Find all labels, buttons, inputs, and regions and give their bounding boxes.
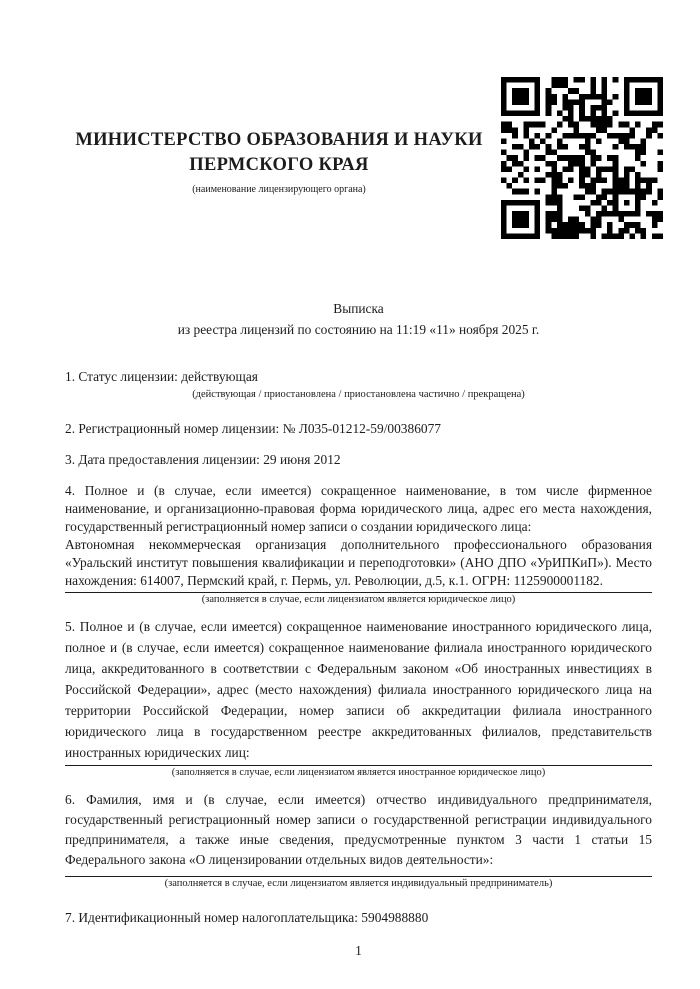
section-4-value: Автономная некоммерческая организация дополнительного профессионального образования «Уральский институт повышения квалификации и переподготовки» (АНО ДПО «УрИПКиП»). Место нахождения: 614007, Пермский край, г. Пермь, ул. Революции, д.5, к.1. ОГРН: 1125900001182.: [65, 536, 652, 588]
section-6-label: 6. Фамилия, имя и (в случае, если имеется) отчество индивидуального предпринимателя, государственный регистрационный номер записи о государственной регистрации индивидуального предпринимателя, а также иные сведения, предусмотренные пунктом 3 части 1 статьи 15 Федерального закона «О лицензировании отдельных видов деятельности»:: [65, 791, 652, 867]
section-6-caption: (заполняется в случае, если лицензиатом является индивидуальный предприниматель): [164, 877, 553, 889]
section-1-caption: (действующая / приостановлена / приостановлена частично / прекращена): [192, 388, 525, 400]
section-5-foreign-entity: [65, 616, 652, 779]
section-1-license-status: 1. Статус лицензии: действующая: [65, 369, 258, 384]
licensing-authority-block: [63, 128, 495, 196]
title-line1: Выписка: [333, 301, 384, 316]
section-7-taxpayer-number: 7. Идентификационный номер налогоплательщика: 5904988880: [65, 909, 429, 925]
ministry-name-line1: МИНИСТЕРСТВО ОБРАЗОВАНИЯ И НАУКИ: [75, 130, 483, 150]
qr-code-icon: [501, 77, 663, 239]
section-5-label: 5. Полное и (в случае, если имеется) сокращенное наименование иностранного юридического лица, полное и (в случае, если имеется) сокращенное наименование филиала иностранного юридического лица, аккредитованного в соответствии с Федеральным законом «Об иностранных инвестициях в Российской Федерации», адрес (место нахождения) филиала иностранного юридического лица на территории Российской Федерации, номер записи об аккредитации филиала иностранного юридического лица в государственном реестре аккредитованных филиалов, представительств иностранных юридических лиц:: [65, 618, 652, 760]
section-2-registration-number: 2. Регистрационный номер лицензии: № Л035-01212-59/00386077: [65, 420, 441, 436]
section-4-caption: (заполняется в случае, если лицензиатом является юридическое лицо): [201, 593, 516, 605]
ministry-name-line2: ПЕРМСКОГО КРАЯ: [189, 155, 369, 175]
licensing-authority-caption: (наименование лицензирующего органа): [192, 184, 366, 195]
section-5-caption: (заполняется в случае, если лицензиатом является иностранное юридическое лицо): [171, 766, 546, 778]
page-number: 1: [355, 943, 362, 958]
section-4-legal-entity: [65, 482, 652, 606]
section-3-license-date: 3. Дата предоставления лицензии: 29 июня 2012: [65, 452, 341, 467]
document-header: [0, 0, 700, 299]
document-title: [65, 299, 652, 340]
document-body: [65, 299, 652, 962]
section-6-individual-entrepreneur: [65, 790, 652, 890]
title-line2: из реестра лицензий по состоянию на 11:19 «11» ноября 2025 г.: [177, 321, 540, 337]
section-4-label: 4. Полное и (в случае, если имеется) сокращенное наименование, в том числе фирменное наименование, и организационно-правовая форма юридического лица, адрес его места нахождения, государственный регистрационный номер записи о создании юридического лица:: [65, 482, 652, 534]
